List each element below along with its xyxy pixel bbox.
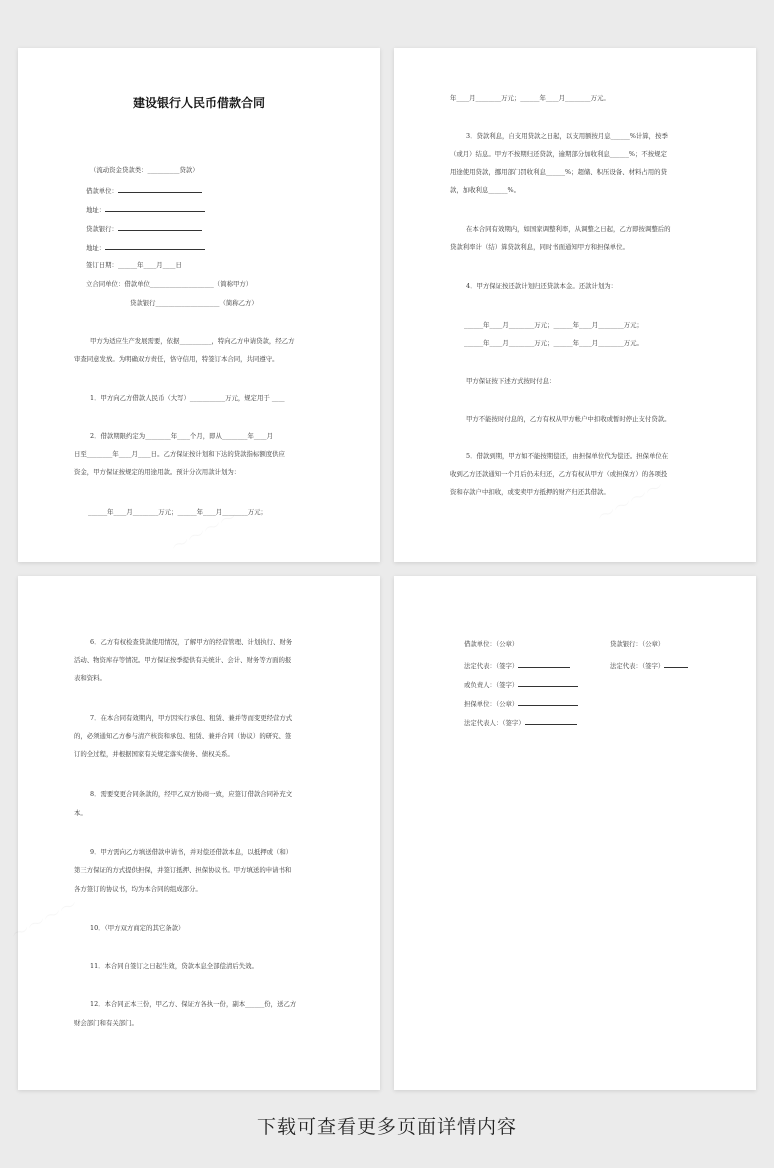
contract-page-1 [18,48,380,562]
article-9-line-1: 9．甲方需向乙方填送借款申请书，并对偿还借款本息，以抵押或（和） [90,848,293,856]
article-9-line-3: 各方签订的协议书，均为本合同的组成部分。 [74,885,202,893]
article-5-line-1: 5．借款到期，甲方如不能按期偿还，由担保单位代为偿还。担保单位在 [466,452,669,460]
plan-continued: 年____月________万元；______年____月________万元。 [450,94,610,102]
contract-title: 建设银行人民币借款合同 [132,96,265,110]
article-2-line-2: 日至________年____月____日。乙方保证按计划和下达的贷款指标额度供应 [74,450,285,458]
contract-page-3 [18,576,380,1090]
article-3-line-2: （或月）结息。甲方不按期归还贷款，逾期部分加收利息______%；不按规定 [450,150,667,158]
article-6-line-3: 表和资料。 [74,674,106,682]
lender-field: 贷款银行： [86,223,202,234]
article-8-line-2: 本。 [74,809,87,817]
article-3-line-3: 用途使用贷款，挪用部门罚收利息______%；超储、积压设备、材料占用的贷 [450,168,667,176]
loan-plan-line: ______年____月________万元；______年____月________万元； [88,508,267,516]
sign-date: 签订日期：______年____月____日 [86,261,182,269]
article-3-line-4: 款，加收利息______%。 [450,186,520,194]
repay-plan-line-2: ______年____月________万元；______年____月________万元。 [464,339,643,347]
responsible-person: 或负责人：（签字） [464,679,578,690]
article-12-line-1: 12．本合同正本三份，甲乙方、保证方各执一份，副本______份，送乙方 [90,1000,297,1008]
article-2-line-1: 2．借款期限约定为________年____个月，即从________年____月 [90,432,274,440]
article-3-line-1: 3．贷款利息，自支用贷款之日起，以支用额按月息______%计算，按季 [466,132,668,140]
parties-a: 立合同单位：借款单位____________________（简称甲方） [86,280,253,288]
lender-seal: 贷款银行：（公章） [610,640,665,648]
download-caption: 下载可查看更多页面详情内容 [256,1116,517,1138]
watermark [6,891,82,948]
article-1: 1．甲方向乙方借款人民币（大写）___________万元，规定用于 ____ [90,394,285,402]
article-9-line-2: 第三方保证的方式提供担保，并签订抵押、担保协议书。甲方填送的申请书和 [74,866,292,874]
borrower-field: 借款单位： [86,185,202,196]
borrower-seal: 借款单位：（公章） [464,640,519,648]
rate-adjust-line-2: 贷款利率计（结）算贷款利息，同时书面通知甲方和担保单位。 [450,243,629,251]
contract-page-2 [394,48,756,562]
article-11: 11．本合同自签订之日起生效，贷款本息全部偿清后失效。 [90,962,258,970]
default-note: 甲方不能按时付息的，乙方有权从甲方帐户中扣收或暂时停止支付贷款。 [466,415,671,423]
address-field-2: 地址： [86,242,205,253]
guarantor-seal: 担保单位：（公章） [464,698,578,709]
article-7-line-3: 订的全过程，并根据国家有关规定落实债务、债权关系。 [74,750,234,758]
legal-rep-2: 法定代表人：（签字） [464,717,577,728]
article-10: 10．（甲方双方商定的其它条款） [90,924,185,932]
watermark [592,473,668,530]
rate-adjust-line-1: 在本合同有效期内，如国家调整利率，从调整之日起，乙方即按调整后的 [466,225,671,233]
interest-payment: 甲方保证按下述方式按时付息： [466,377,556,385]
article-8-line-1: 8．需要变更合同条款的，经甲乙双方协商一致，应签订借款合同补充文 [90,790,293,798]
article-4: 4．甲方保证按还款计划归还贷款本金。还款计划为： [466,282,618,290]
repay-plan-line-1: ______年____月________万元；______年____月________万元； [464,321,643,329]
parties-b: 贷款银行____________________（简称乙方） [130,299,258,307]
article-12-line-2: 财会部门和有关部门。 [74,1019,138,1027]
legal-rep-left: 法定代表：（签字） [464,660,570,671]
contract-page-4 [394,576,756,1090]
article-6-line-2: 活动、物资库存等情况。甲方保证按季提供有关统计、会计、财务等方面的报 [74,656,292,664]
intro-line-1: 甲方为适应生产发展需要，依据__________，特向乙方申请贷款，经乙方 [90,337,295,345]
article-5-line-3: 资和存款户中扣收，或变卖甲方抵押的财产归还其借款。 [450,488,610,496]
address-field-1: 地址： [86,204,205,215]
loan-type-line: （流动资金贷款类：__________贷款） [90,166,199,174]
article-6-line-1: 6．乙方有权检查贷款使用情况，了解甲方的经营管理、计划执行、财务 [90,638,293,646]
article-7-line-1: 7．在本合同有效期内，甲方因实行承包、租赁、兼并等而变更经营方式 [90,714,293,722]
intro-line-2: 审查同意发放。为明确双方责任，恪守信用，特签订本合同，共同遵守。 [74,355,279,363]
legal-rep-right: 法定代表：（签字） [610,660,688,671]
article-5-line-2: 收到乙方还款通知一个月后仍未归还，乙方有权从甲方（或担保方）的各项投 [450,470,668,478]
article-7-line-2: 的，必须通知乙方参与清产核资和承包、租赁、兼并合同（协议）的研究、签 [74,732,292,740]
article-2-line-3: 资金，甲方保证按规定的用途用款。预计分次用款计划为： [74,468,241,476]
